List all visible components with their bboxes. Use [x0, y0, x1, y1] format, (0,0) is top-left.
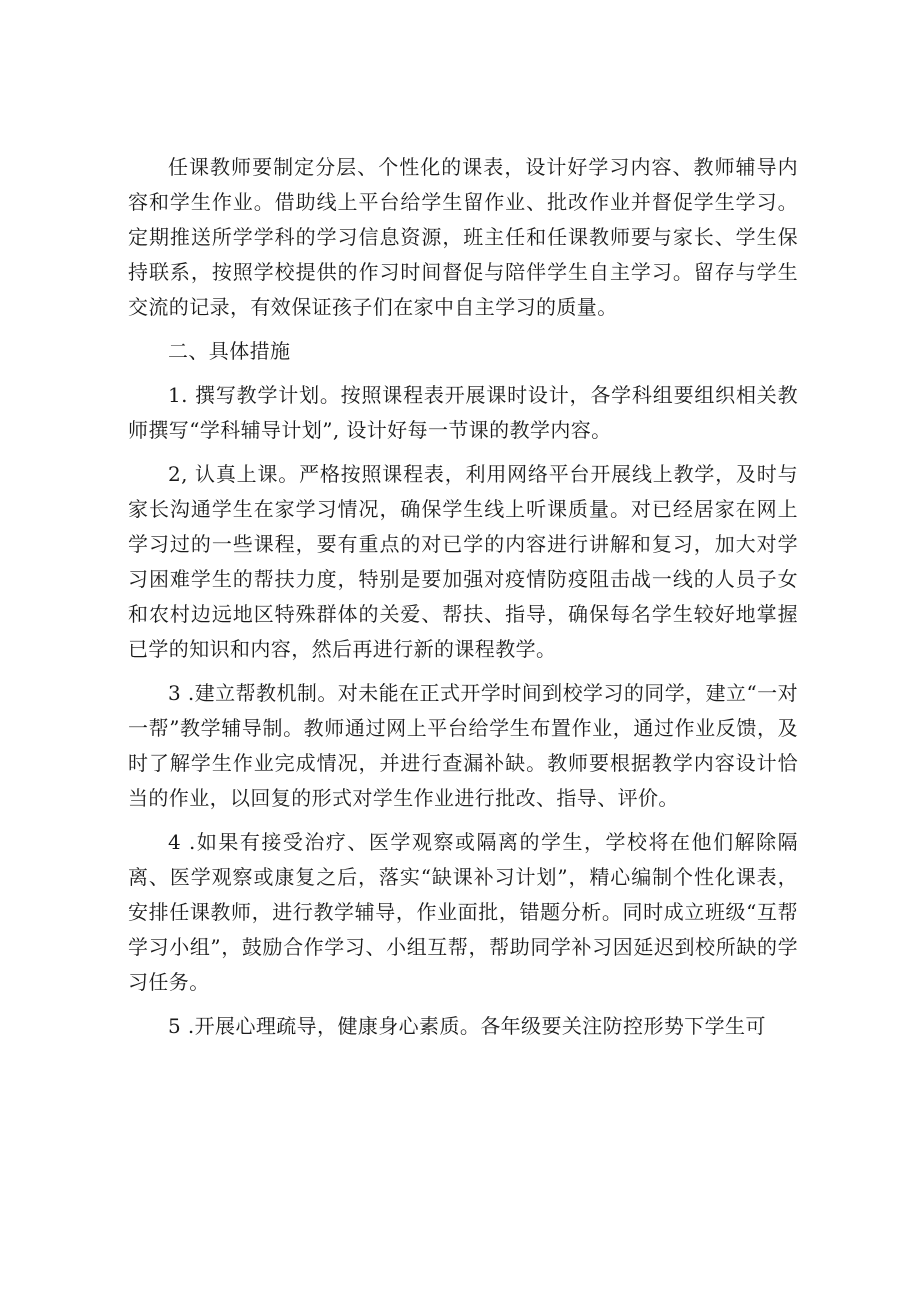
paragraph-makeup-plan: 4 .如果有接受治疗、医学观察或隔离的学生，学校将在他们解除隔离、医学观察或康复之后，落实“缺课补习计划”，精心编制个性化课表，安排任课教师，进行教学辅导，作业面批，错题分析。同时成立班级“互帮学习小组”，鼓励合作学习、小组互帮，帮助同学补习因延迟到校所缺的学习任务。 [128, 830, 798, 994]
paragraph-teaching-plan: 1. 撰写教学计划。按照课程表开展课时设计，各学科组要组织相关教师撰写“学科辅导计划”, 设计好每一节课的教学内容。 [128, 383, 798, 442]
paragraph-psychological-counseling: 5 .开展心理疏导，健康身心素质。各年级要关注防控形势下学生可 [168, 1014, 766, 1038]
paragraph-attend-class: 2, 认真上课。严格按照课程表，利用网络平台开展线上教学，及时与家长沟通学生在家学习情况，确保学生线上听课质量。对已经居家在网上学习过的一些课程，要有重点的对已学的内容进行讲解和复习，加大对学习困难学生的帮扶力度，特别是要加强对疫情防疫阻击战一线的人员子女和农村边远地区特殊群体的关爱、帮扶、指导，确保每名学生较好地掌握已学的知识和内容，然后再进行新的课程教学。 [128, 462, 798, 661]
paragraph-tutoring-mechanism: 3 .建立帮教机制。对未能在正式开学时间到校学习的同学，建立“一对一帮”教学辅导制。教师通过网上平台给学生布置作业，通过作业反馈，及时了解学生作业完成情况，并进行查漏补缺。教师要根据教学内容设计恰当的作业，以回复的形式对学生作业进行批改、指导、评价。 [128, 681, 798, 810]
document-body [128, 150, 798, 1053]
section-heading-measures: 二、具体措施 [168, 339, 291, 363]
paragraph-teacher-schedule: 任课教师要制定分层、个性化的课表，设计好学习内容、教师辅导内容和学生作业。借助线上平台给学生留作业、批改作业并督促学生学习。定期推送所学学科的学习信息资源，班主任和任课教师要与家长、学生保持联系，按照学校提供的作习时间督促与陪伴学生自主学习。留存与学生交流的记录，有效保证孩子们在家中自主学习的质量。 [128, 155, 798, 319]
